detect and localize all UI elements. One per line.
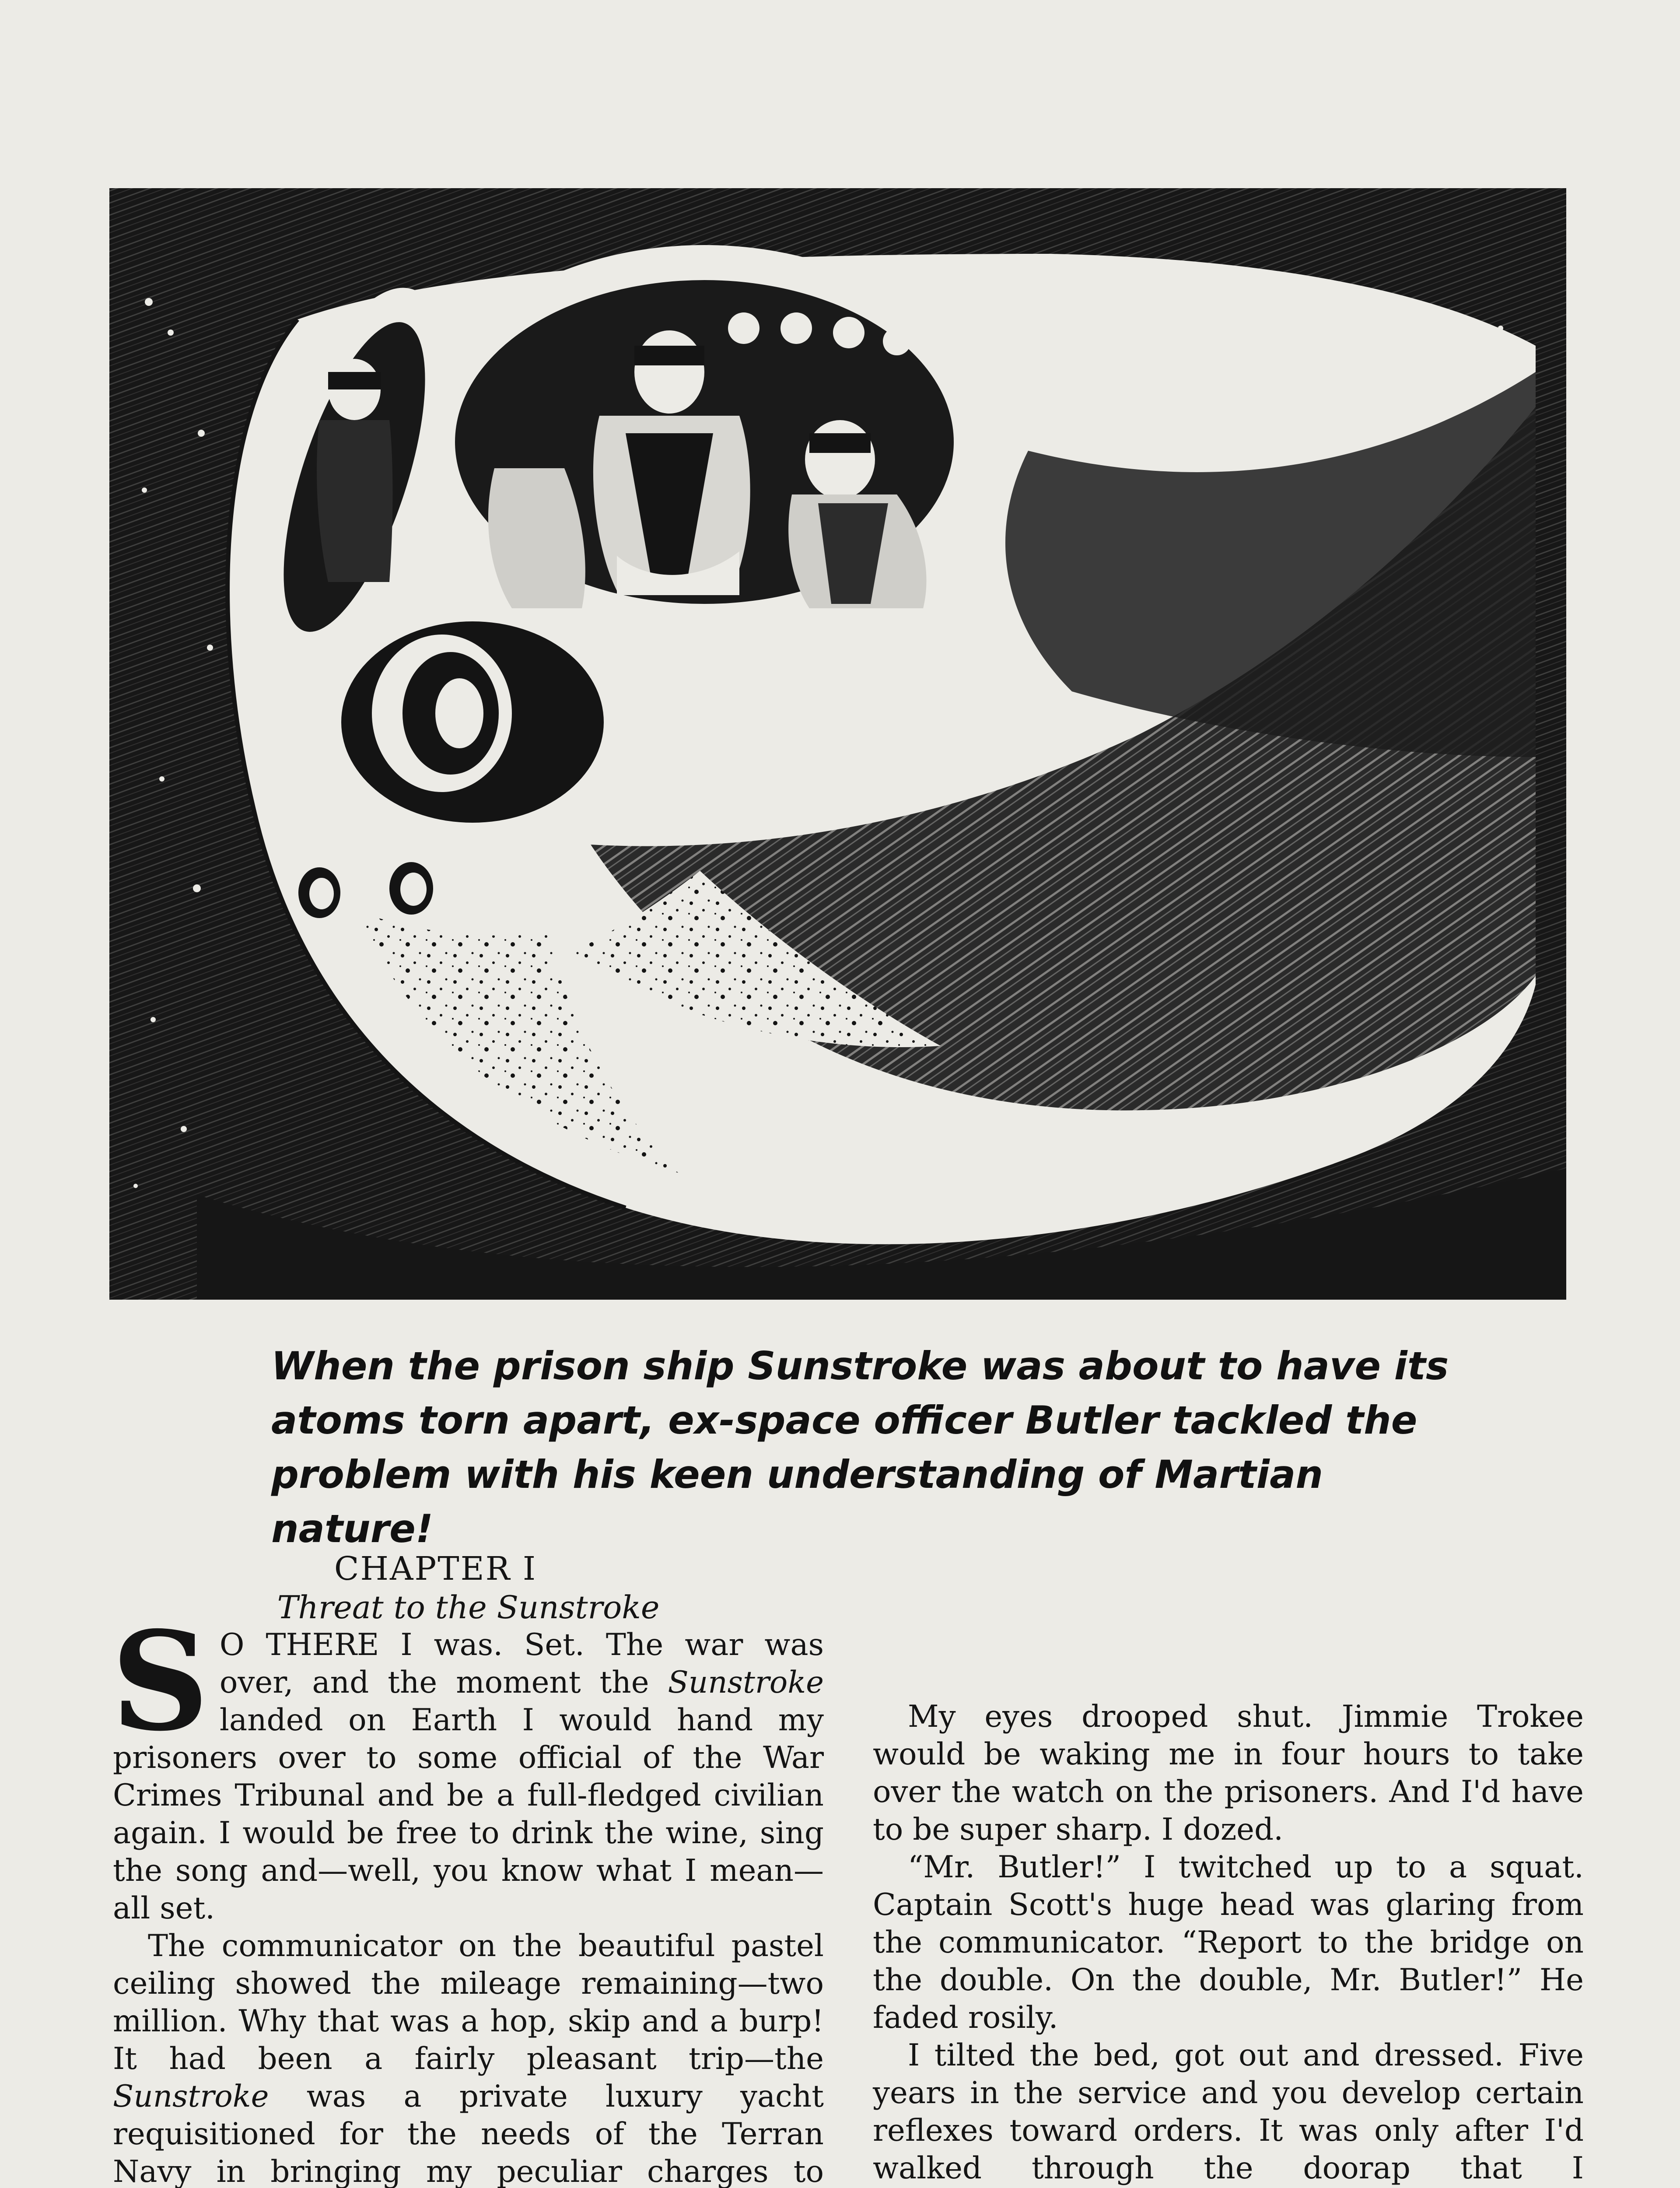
text-column-left bbox=[113, 1549, 824, 2188]
story-text: was a private luxury yacht requisitioned for the needs of the Terran Navy in bringing my peculiar charges to bbox=[113, 2079, 824, 2188]
story-text: The communicator on the beautiful pastel ceiling showed the mileage remaining—two million. Why that was a hop, skip and a burp! It had been a fairly pleasant trip—the bbox=[113, 1929, 824, 2076]
chapter-subtitle: Threat to the Sunstroke bbox=[277, 1589, 660, 1626]
drop-cap: S bbox=[111, 1602, 209, 1761]
story-text: landed on Earth I would hand my prisoners over to some official of the War Crimes Tribunal and be a full-fledged civilian again. I would be free to drink the wine, sing the song and—well, you know what I mean—all set. bbox=[113, 1703, 824, 1926]
ship-name: Sunstroke bbox=[668, 1665, 824, 1700]
story-paragraph-3: My eyes drooped shut. Jimmie Trokee would be waking me in four hours to take over the watch on the prisoners. And I'd have to be super sharp. I dozed. bbox=[873, 1699, 1584, 1847]
story-text: O THERE I was. Set. The war was over, and the moment the bbox=[219, 1627, 824, 1700]
spaceship-illustration bbox=[109, 188, 1566, 1300]
chapter-heading: CHAPTER I bbox=[334, 1550, 537, 1588]
story-paragraph-5: I tilted the bed, got out and dressed. Five years in the service and you develop certain reflexes toward orders. It was only after I'd walked through the doorap that I bbox=[873, 2038, 1584, 2186]
story-paragraph-2 bbox=[113, 1927, 824, 2188]
ship-name: Sunstroke bbox=[113, 2079, 269, 2114]
crewman-back-left bbox=[488, 468, 585, 608]
story-paragraph-4: “Mr. Butler!” I twitched up to a squat. Captain Scott's huge head was glaring from the communicator. “Report to the bridge on the double. On the double, Mr. Butler!” He faded rosily. bbox=[873, 1850, 1584, 2035]
text-column-right bbox=[873, 1549, 1584, 2188]
story-blurb: When the prison ship Sunstroke was about to have its atoms torn apart, ex-space officer Butler tackled the problem with his keen understanding of Martian nature! bbox=[271, 1343, 1449, 1551]
